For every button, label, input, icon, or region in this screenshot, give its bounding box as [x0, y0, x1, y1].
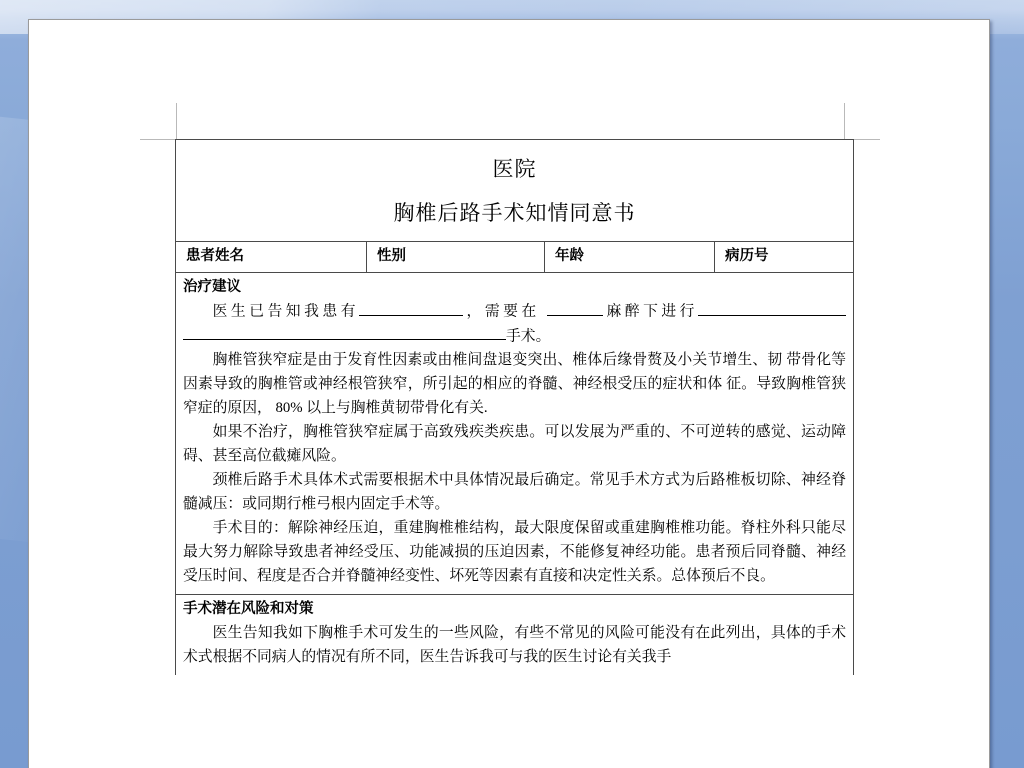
blank-procedure-a[interactable]: [698, 300, 846, 316]
field-label-medical-record-number[interactable]: 病历号: [725, 248, 769, 264]
paragraph-surgical-method: 颈椎后路手术具体术式需要根据术中具体情况最后确定。常见手术方式为后路椎板切除、神经脊髓减压：或同期行椎弓根内固定手术等。: [183, 472, 846, 513]
patient-info-row: [176, 242, 853, 273]
paragraph-etiology: 胸椎管狭窄症是由于发育性因素或由椎间盘退变突出、椎体后缘骨赘及小关节增生、韧 带骨化等因素导致的胸椎管或神经根管狭窄，所引起的相应的脊髓、神经根受压的症状和体 征。导致胸椎管狭窄症的原因， 80% 以上与胸椎黄韧带骨化有关.: [183, 352, 846, 417]
form-title: 胸椎后路手术知情同意书: [393, 200, 636, 225]
fill-in-mid: ，需要在: [463, 303, 540, 320]
section-surgical-risks: [176, 595, 853, 675]
field-label-sex[interactable]: 性别: [367, 242, 545, 272]
hospital-name: 医院: [492, 157, 537, 181]
consent-form-table: [175, 139, 854, 675]
paragraph-untreated-risk: 如果不治疗，胸椎管狭窄症属于高致残疾类疾患。可以发展为严重的、不可逆转的感觉、运动障碍、甚至高位截瘫风险。: [183, 424, 846, 465]
document-page[interactable]: [28, 19, 990, 768]
title-block: [176, 140, 853, 241]
blank-anesthesia[interactable]: [547, 300, 603, 316]
fill-in-statement[interactable]: [183, 300, 846, 349]
paragraph-surgical-purpose: 手术目的：解除神经压迫，重建胸椎椎结构，最大限度保留或重建胸椎椎功能。脊柱外科只能尽最大努力解除导致患者神经受压、功能减损的压迫因素，不能修复神经功能。患者预后同脊髓、神经受压时间、程度是否合并脊髓神经变性、坏死等因素有直接和决定性关系。总体预后不良。: [183, 520, 846, 584]
form-title-row: [176, 140, 853, 242]
section-treatment-recommendation: [176, 273, 853, 595]
section-heading-risks: 手术潜在风险和对策: [183, 600, 314, 617]
fill-in-prefix: 医生已告知我患有: [212, 303, 360, 320]
blank-procedure-b[interactable]: [183, 325, 506, 341]
field-label-age[interactable]: 年龄: [545, 242, 715, 272]
field-label-patient-name[interactable]: 患者姓名: [176, 242, 367, 272]
fill-in-suffix: 手术。: [506, 328, 551, 345]
blank-diagnosis[interactable]: [359, 300, 463, 316]
fill-in-mid2: 麻醉下进行: [602, 303, 698, 320]
section-heading-treatment: 治疗建议: [183, 278, 241, 295]
paragraph-risk-disclosure: 医生告知我如下胸椎手术可发生的一些风险，有些不常见的风险可能没有在此列出，具体的手术术式根据不同病人的情况有所不同，医生告诉我可与我的医生讨论有关我手: [183, 625, 846, 666]
